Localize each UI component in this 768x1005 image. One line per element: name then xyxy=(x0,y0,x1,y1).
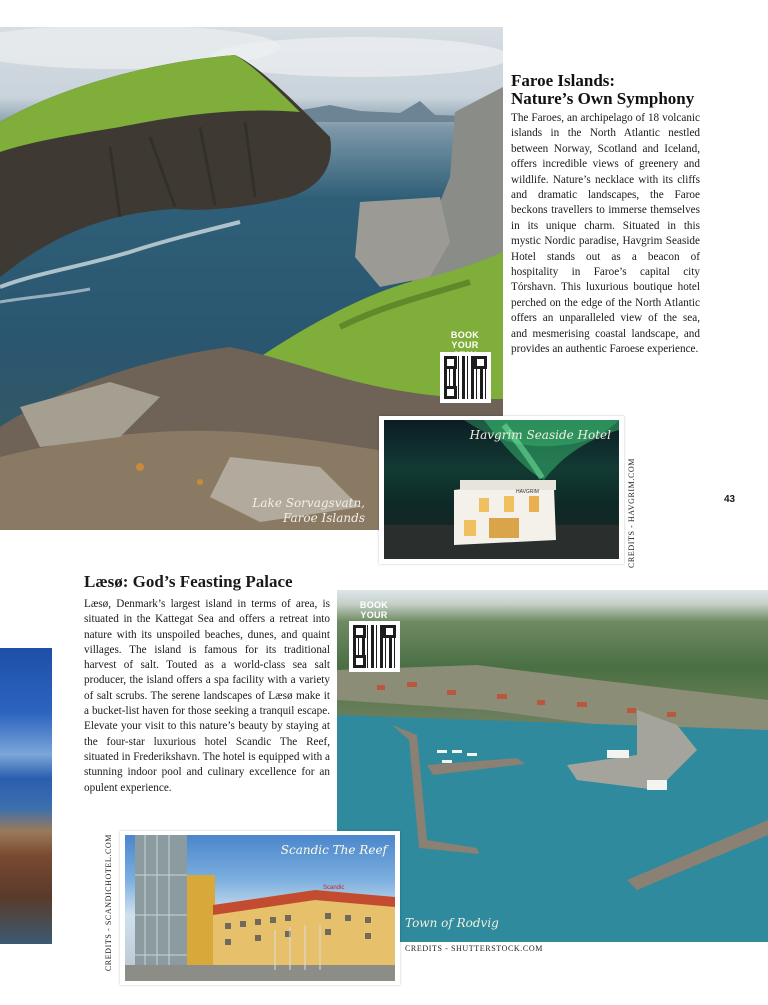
havgrim-photo-title: Havgrim Seaside Hotel xyxy=(469,428,611,442)
page-number: 43 xyxy=(724,494,736,505)
qr-label-line1: BOOK YOUR xyxy=(359,600,389,620)
qr-code-laeso[interactable] xyxy=(349,621,400,672)
harbor-caption: Town of Rodvig xyxy=(405,916,499,930)
faroe-heading-line2: Nature’s Own Symphony xyxy=(511,89,695,108)
faroe-body-text: The Faroes, an archipelago of 18 volcanic islands in the North Atlantic nestled between Norway, Scotland and Iceland, offers incredible views of greenery and wildlife. Nature’s necklace with its cliffs and dramatic landscapes, the Faroe beckons travellers to immerse themselves in its unique charm. Situated in this mystic Nordic paradise, Havgrim Seaside Hotel stands out as a beacon of hospitality in Faroe’s capital city Tórshavn. This luxurious boutique hotel perched on the edge of the North Atlantic offers an unparalleled view of the sea, and mesmerising coastal landscape, and provides an authentic Faroese experience. xyxy=(511,112,700,356)
faroe-heading-line1: Faroe Islands: xyxy=(511,71,616,90)
scandic-reef-photo xyxy=(125,835,395,981)
scandic-photo-frame xyxy=(120,831,400,985)
qr-label-line1: BOOK YOUR xyxy=(450,330,480,350)
scandic-credit: CREDITS - SCANDICHOTEL.COM xyxy=(104,834,113,972)
faroe-photo-caption xyxy=(250,496,365,526)
scandic-sign: Scandic xyxy=(323,885,345,891)
coastal-rocks-photo-strip xyxy=(0,648,52,944)
caption-line2: Faroe Islands xyxy=(282,511,365,525)
caption-line1: Lake Sorvagsvatn, xyxy=(252,496,365,510)
laeso-heading: Læsø: God’s Feasting Palace xyxy=(84,572,293,591)
rodvig-harbor-photo xyxy=(337,590,768,942)
qr-code-faroe[interactable] xyxy=(440,352,491,403)
faroe-heading xyxy=(511,72,731,108)
laeso-body-text: Læsø, Denmark’s largest island in terms of area, is situated in the Kattegat Sea and offers a retreat into nature with its unspoiled beaches, dunes, and quaint villages. The island is famous for its traditional harvest of salt. Touted as a world-class sea salt producer, the island offers a spa facility with a variety of salt scrubs. The serene landscapes of Læsø make it a bucket-list haven for those seeking a tranquil escape. Elevate your visit to this nature’s beauty by staying at the four-star luxurious hotel Scandic The Reef, situated in Frederikshavn. The hotel is equipped with a stunning indoor pool and culinary excellence for an opulent experience. xyxy=(84,598,330,794)
scandic-photo-title: Scandic The Reef xyxy=(280,843,387,857)
havgrim-photo-frame xyxy=(379,416,624,564)
shutterstock-credit: CREDITS - SHUTTERSTOCK.COM xyxy=(405,944,543,953)
havgrim-sign: HAVGRIM xyxy=(516,489,539,495)
havgrim-hotel-photo xyxy=(384,420,619,559)
havgrim-credit: CREDITS - HAVGRIM.COM xyxy=(627,458,636,569)
